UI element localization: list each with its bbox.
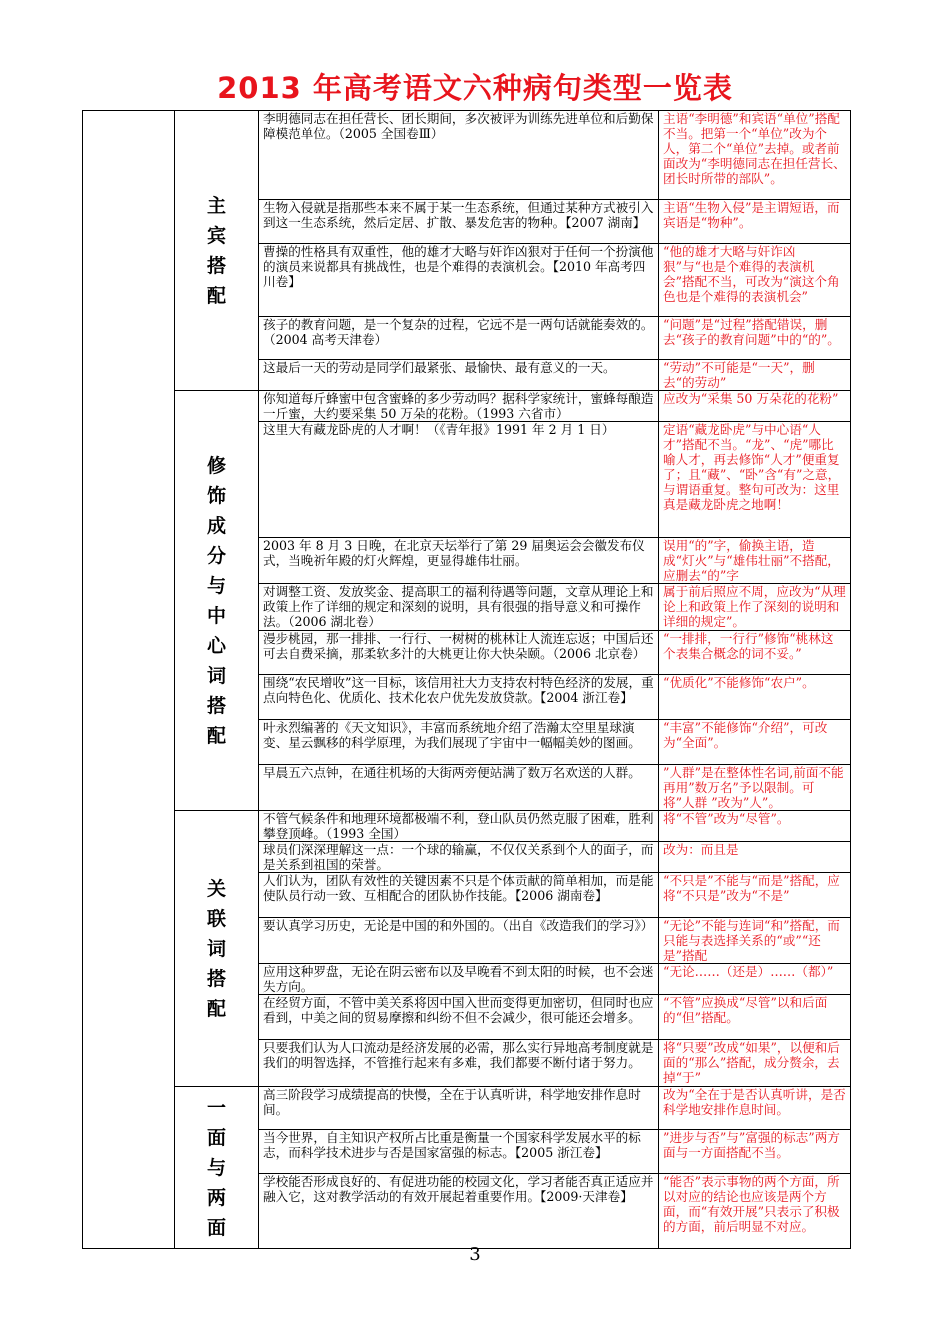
analysis-cell: “不只是”不能与“而是”搭配，应将“不只是”改为“不是” <box>659 873 851 918</box>
analysis-cell: “无论……（还是）……（都）” <box>659 964 851 995</box>
sentence-cell: 生物入侵就是指那些本来不属于某一生态系统，但通过某种方式被引入到这一生态系统，然后定居、扩散、暴发危害的物种。【2007 湖南】 <box>259 200 659 244</box>
analysis-cell: ”人群”是在整体性名词,前面不能再用”数万名”予以限制。可将”人群 ”改为”人”。 <box>659 765 851 811</box>
table-row <box>83 111 851 200</box>
page-number: 3 <box>469 1244 481 1265</box>
sentence-cell: 叶永烈编著的《天文知识》，丰富而系统地介绍了浩瀚太空里星球演变、星云飘移的科学原理，为我们展现了宇宙中一幅幅美妙的图画。 <box>259 720 659 765</box>
analysis-cell: 定语“藏龙卧虎”与中心语“人才”搭配不当。“龙”、“虎”哪比喻人才，再去修饰“人才”便重复了；且“藏”、“卧”含“有”之意，与谓语重复。整句可改为：这里真是藏龙卧虎之地啊！ <box>659 422 851 538</box>
analysis-cell: 将“只要”改成“如果”，以便和后面的“那么”搭配，成分赘余，去掉“于” <box>659 1040 851 1087</box>
category-cell <box>175 811 259 1087</box>
table-row <box>83 811 851 842</box>
sentence-cell: 这最后一天的劳动是同学们最紧张、最愉快、最有意义的一天。 <box>259 360 659 391</box>
sentence-cell: 2003 年 8 月 3 日晚，在北京天坛举行了第 29 届奥运会会徽发布仪式，当晚祈年殿的灯火辉煌，更显得雄伟壮丽。 <box>259 538 659 584</box>
analysis-cell: “劳动”不可能是“一天”，删去“的劳动” <box>659 360 851 391</box>
analysis-cell: “一排排，一行行”修饰“桃林这个表集合概念的词不妥。” <box>659 631 851 675</box>
sentence-cell: 这里大有藏龙卧虎的人才啊！（《青年报》1991 年 2 月 1 日） <box>259 422 659 538</box>
category-label: 一面与两面 <box>206 1096 226 1239</box>
table-row <box>83 1087 851 1130</box>
sentence-cell: 学校能否形成良好的、有促进功能的校园文化，学习者能否真正适应并融入它，这对教学活动的有效开展起着重要作用。【2009·天津卷】 <box>259 1174 659 1249</box>
analysis-cell: 属于前后照应不周，应改为“从理论上和政策上作了深刻的说明和详细的规定”。 <box>659 584 851 631</box>
blank-left-column <box>83 111 175 1249</box>
category-cell <box>175 391 259 811</box>
analysis-cell: “不管”应换成“尽管”以和后面的“但”搭配。 <box>659 995 851 1040</box>
grammar-error-table <box>82 110 851 1249</box>
sentence-cell: 球员们深深理解这一点：一个球的输赢，不仅仅关系到个人的面子，而是关系到祖国的荣誉。 <box>259 842 659 873</box>
category-cell <box>175 111 259 391</box>
table-row <box>83 391 851 422</box>
category-label: 主宾搭配 <box>206 194 226 307</box>
category-label: 修饰成分与中心词搭配 <box>206 454 226 747</box>
category-cell <box>175 1087 259 1249</box>
analysis-cell: 主语“生物入侵”是主谓短语，而宾语是“物种”。 <box>659 200 851 244</box>
sentence-cell: 曹操的性格具有双重性，他的雄才大略与奸诈凶狠对于任何一个扮演他的演员来说都具有挑战性，也是个难得的表演机会。【2010 年高考四川卷】 <box>259 244 659 317</box>
analysis-cell: 改为：而且是 <box>659 842 851 873</box>
sentence-cell: 在经贸方面，不管中美关系将因中国入世而变得更加密切，但同时也应看到，中美之间的贸易摩擦和纠纷不但不会减少，很可能还会增多。 <box>259 995 659 1040</box>
analysis-cell: “无论”不能与连词“和”搭配，而只能与表选择关系的“或”“还是”搭配 <box>659 918 851 964</box>
analysis-cell: ”进步与否”与”富强的标志”两方面与一方面搭配不当。 <box>659 1130 851 1174</box>
sentence-cell: 只要我们认为人口流动是经济发展的必需，那么实行异地高考制度就是我们的明智选择，不管推行起来有多难，我们都要不断付诸于努力。 <box>259 1040 659 1087</box>
sentence-cell: 早晨五六点钟，在通往机场的大街两旁便站满了数万名欢送的人群。 <box>259 765 659 811</box>
page-title: 2013 年高考语文六种病句类型一览表 <box>217 71 733 105</box>
analysis-cell: 改为“全在于是否认真听讲，是否科学地安排作息时间。 <box>659 1087 851 1130</box>
analysis-cell: “问题”是“过程”搭配错误，删去“孩子的教育问题”中的“的”。 <box>659 317 851 360</box>
analysis-cell: 将“不管”改为“尽管”。 <box>659 811 851 842</box>
sentence-cell: 不管气候条件和地理环境都极端不利，登山队员仍然克服了困难，胜利攀登顶峰。（1993 全国） <box>259 811 659 842</box>
sentence-cell: 应用这种罗盘，无论在阴云密布以及早晚看不到太阳的时候，也不会迷失方向。 <box>259 964 659 995</box>
analysis-cell: “丰富”不能修饰“介绍”，可改为“全面”。 <box>659 720 851 765</box>
sentence-cell: 孩子的教育问题，是一个复杂的过程，它远不是一两句话就能奏效的。（2004 高考天津卷） <box>259 317 659 360</box>
sentence-cell: 当今世界，自主知识产权所占比重是衡量一个国家科学发展水平的标志，而科学技术进步与否是国家富强的标志。【2005 浙江卷】 <box>259 1130 659 1174</box>
analysis-cell: “他的雄才大略与奸诈凶狠”与“也是个难得的表演机会”搭配不当，可改为“演这个角色也是个难得的表演机会” <box>659 244 851 317</box>
analysis-cell: “能否”表示事物的两个方面，所以对应的结论也应该是两个方面，而“有效开展”只表示了积极的方面，前后明显不对应。 <box>659 1174 851 1249</box>
sentence-cell: 人们认为，团队有效性的关键因素不只是个体贡献的简单相加，而是能使队员行动一致、互相配合的团队协作技能。【2006 湖南卷】 <box>259 873 659 918</box>
sentence-cell: 高三阶段学习成绩提高的快慢，全在于认真听讲，科学地安排作息时间。 <box>259 1087 659 1130</box>
analysis-cell: 主语“李明德”和宾语“单位”搭配不当。把第一个“单位”改为个人，第二个“单位”去掉。或者前面改为“李明德同志在担任营长、团长时所带的部队”。 <box>659 111 851 200</box>
analysis-cell: 误用“的”字，偷换主语，造成“灯火”与“雄伟壮丽”不搭配，应删去“的”字 <box>659 538 851 584</box>
sentence-cell: 对调整工资、发放奖金、提高职工的福利待遇等问题，文章从理论上和政策上作了详细的规定和深刻的说明，具有很强的指导意义和可操作法。（2006 湖北卷） <box>259 584 659 631</box>
sentence-cell: 漫步桃园，那一排排、一行行、一树树的桃林让人流连忘返；中国后还可去自费采摘，那柔软多汁的大桃更让你大快朵颐。（2006 北京卷） <box>259 631 659 675</box>
sentence-cell: 你知道每斤蜂蜜中包含蜜蜂的多少劳动吗？据科学家统计，蜜蜂每酿造一斤蜜，大约要采集 50 万朵的花粉。（1993 六省市） <box>259 391 659 422</box>
sentence-cell: 围绕“农民增收”这一目标，该信用社大力支持农村特色经济的发展，重点向特色化、优质化、技术化农户优先发放贷款。【2004 浙江卷】 <box>259 675 659 720</box>
analysis-cell: “优质化”不能修饰“农户”。 <box>659 675 851 720</box>
category-label: 关联词搭配 <box>206 877 226 1020</box>
sentence-cell: 要认真学习历史，无论是中国的和外国的。（出自《改造我们的学习》） <box>259 918 659 964</box>
sentence-cell: 李明德同志在担任营长、团长期间，多次被评为训练先进单位和后勤保障模范单位。（2005 全国卷Ⅲ） <box>259 111 659 200</box>
analysis-cell: 应改为“采集 50 万朵花的花粉” <box>659 391 851 422</box>
